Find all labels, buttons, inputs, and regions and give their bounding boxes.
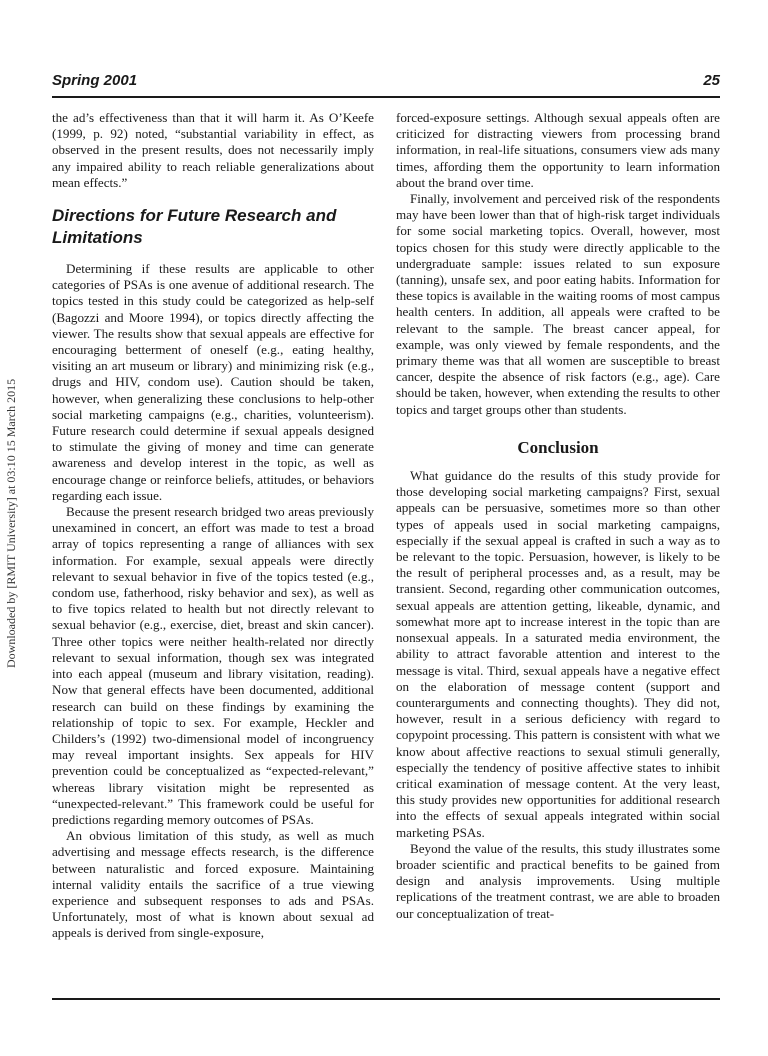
- download-notice: Downloaded by [RMIT University] at 03:10 15 March 2015: [4, 378, 18, 668]
- right-column: [396, 110, 720, 922]
- header-rule: [52, 96, 720, 98]
- section-heading-conclusion: Conclusion: [517, 437, 599, 457]
- paragraph: An obvious limitation of this study, as well as much advertising and message effects research, is the difference between naturalistic and forced exposure. Maintaining internal validity entails the sacrifice of a true viewing experience and subsequent responses to ads and PSAs. Unfortunately, most of what is known about sexual ad appeals is derived from single-exposure,: [52, 828, 374, 941]
- page-number: 25: [703, 72, 720, 89]
- journal-issue: Spring 2001: [52, 72, 138, 89]
- left-column: [52, 110, 374, 942]
- footer-rule: [52, 998, 720, 1000]
- paragraph: the ad’s effectiveness than that it will harm it. As O’Keefe (1999, p. 92) noted, “substantial variability in effect, as observed in the present results, does not necessarily imply any impaired ability to reach reliable generalizations about mean effects.”: [52, 110, 374, 190]
- paragraph: Finally, involvement and perceived risk of the respondents may have been lower than that of high-risk target individuals for some social marketing topics. Overall, however, most topics chosen for this study were directly applicable to the undergraduate sample: issues related to sun exposure (tanning), unsafe sex, and poor eating habits. Information for these topics is available in the waiting rooms of most campus health centers. In addition, all appeals were crafted to be relevant to the sample. The breast cancer appeal, for example, was only viewed by female respondents, and the primary theme was that all women are susceptible to breast cancer, despite the absence of risk factors (e.g., age). Care should be taken, however, when extending the results to other topics and target groups other than students.: [396, 191, 720, 417]
- section-heading-future-research: Directions for Future Research and Limitations: [52, 206, 337, 248]
- paragraph: What guidance do the results of this study provide for those developing social marketing campaigns? First, sexual appeals can be persuasive, sometimes more so than other types of appeals used in social marketing campaigns, especially if the sexual appeal is crafted in such a way as to be relevant to the topic. Persuasion, however, is likely to be the result of peripheral processes and, as a result, may be transient. Second, regarding other communication outcomes, sexual appeals are attention getting, likeable, dynamic, and somewhat more apt to increase interest in the topic than are nonsexual appeals. In a saturated media environment, the ability to attract favorable attention and interest to the message is vital. Third, sexual appeals have a negative effect on the elaboration of message content (support and counterarguments and connecting thoughts). They did not, however, result in a serious deficiency with regard to copypoint processing. This pattern is consistent with what we know about affective reactions to sexual stimuli generally, especially the tendency of positive affective states to inhibit critical examination of message content. At the very least, this study provides new opportunities for additional research into the effects of sexual appeals integrated within social marketing PSAs.: [396, 468, 720, 840]
- paragraph: Beyond the value of the results, this study illustrates some broader scientific and practical benefits to be gained from design and analysis improvements. Using multiple replications of the treatment contrast, we are able to broaden our conceptualization of treat-: [396, 840, 720, 921]
- paragraph: forced-exposure settings. Although sexual appeals often are criticized for distracting viewers from processing brand information, in real-life situations, consumers view ads many times, affording them the opportunity to learn information about the brand over time.: [396, 110, 720, 190]
- paragraph: Because the present research bridged two areas previously unexamined in concert, an effort was made to test a broad array of topics representing a range of alliances with sex information. For example, sexual appeals were directly relevant to sexual behavior in five of the topics tested (e.g., condom use, fatherhood, risky behavior and sex), as well as to five topics related to health but not directly relevant to sexual behavior (e.g., exercise, diet, breast and skin cancer). Three other topics were neither health-related nor directly relevant to sexual information, though sex was integrated into each appeal (museum and library visitation, reading). Now that general effects have been documented, additional research can build on these findings by examining the relationship of topic to sex. For example, Heckler and Childers’s (1992) two-dimensional model of incongruency may reveal important insights. Sex appeals for HIV prevention could be conceptualized as “expected-relevant,” whereas library visitation might be represented as “unexpected-relevant.” This framework could be useful for predictions regarding memory outcomes of PSAs.: [52, 504, 374, 827]
- paragraph: Determining if these results are applicable to other categories of PSAs is one avenue of additional research. The topics tested in this study could be categorized as help-self (Bagozzi and Moore 1994), or topics directly affecting the viewer. The results show that sexual appeals are effective for encouraging betterment of oneself (e.g., eating healthy, visiting an art museum or library) and minimizing risk (e.g., drugs and HIV, condom use). Caution should be taken, however, when generalizing these conclusions to help-other social marketing campaigns (e.g., charities, volunteerism). Future research could determine if sexual appeals designed to stimulate the giving of money and time can generate awareness and develop interest in the topic, as well as encourage change or reinforce beliefs, attitudes, or behaviors regarding each issue.: [52, 261, 374, 503]
